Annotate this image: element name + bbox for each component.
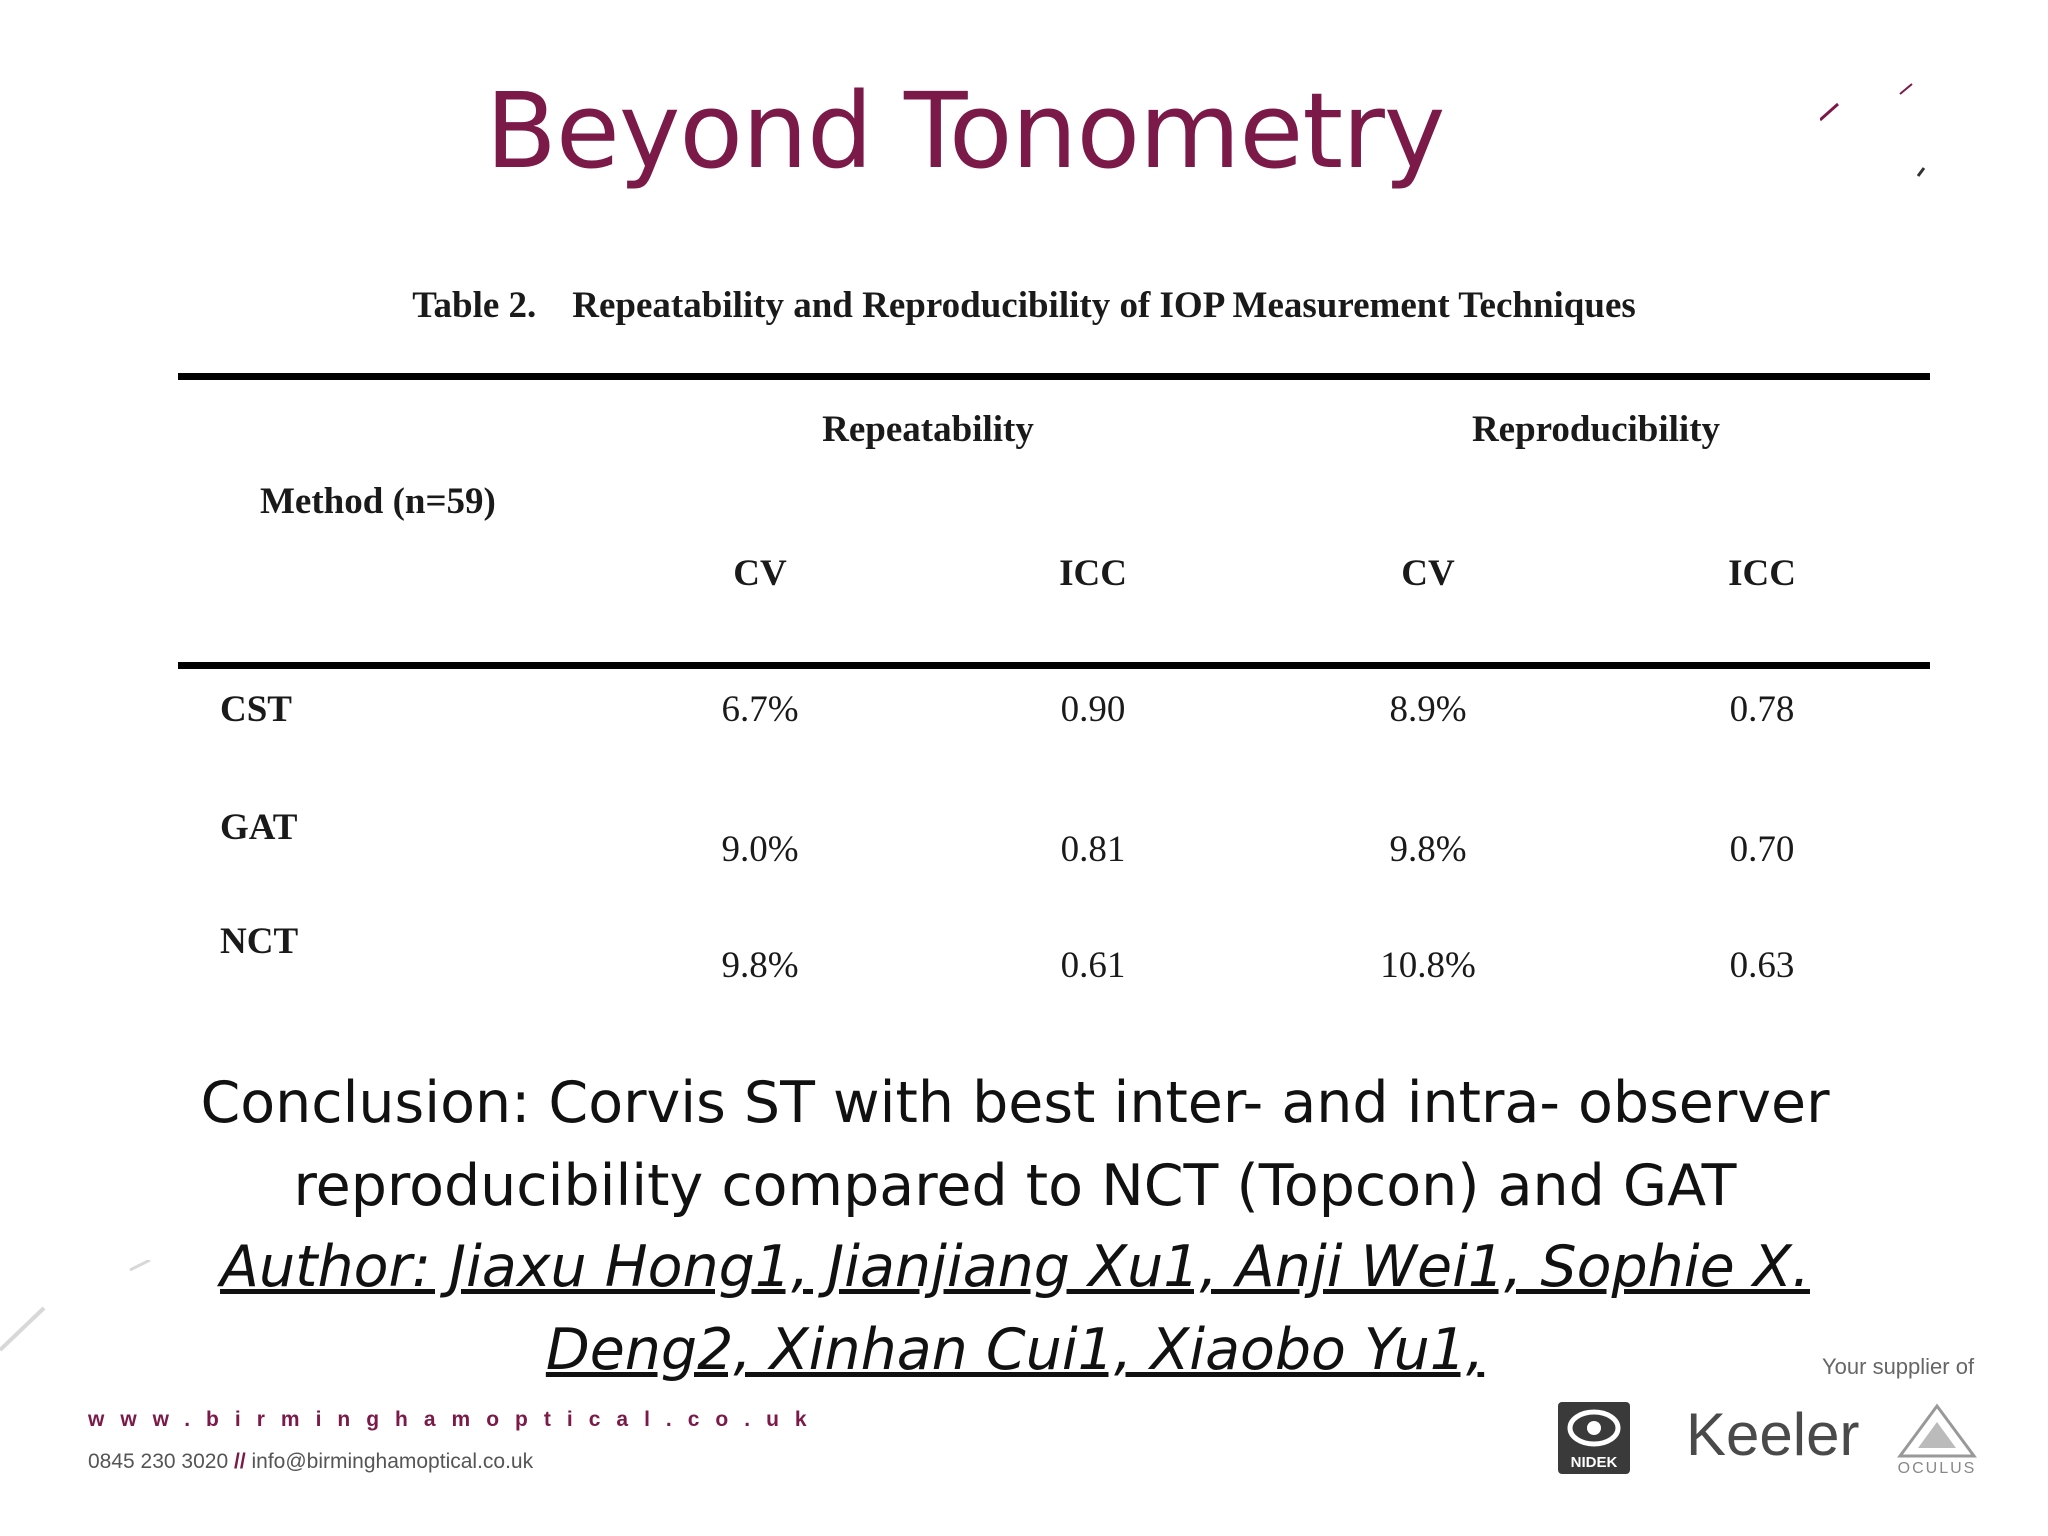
email-link[interactable]: info@birminghamoptical.co.uk [251, 1450, 534, 1473]
author-line-1: Author: Jiaxu Hong1, Jianjiang Xu1, Anji Wei1, Sophie X. [220, 1234, 1810, 1300]
contact-separator: // [233, 1450, 246, 1473]
cell-gat-rep-icc: 0.81 [1060, 829, 1126, 870]
repeatability-header: Repeatability [822, 409, 1034, 450]
subheader-reproducibility-cv: CV [1401, 553, 1455, 594]
table-caption-number: Table 2. [412, 285, 537, 326]
cell-nct-rep-cv: 9.8% [721, 945, 799, 986]
conclusion-line-2: reproducibility compared to NCT (Topcon) and GAT [293, 1153, 1737, 1219]
nidek-eye-icon [1558, 1402, 1630, 1454]
nidek-logo-text: NIDEK [1570, 1454, 1618, 1471]
table-header-rule [178, 662, 1930, 669]
cell-gat-repro-icc: 0.70 [1729, 829, 1795, 870]
slide-title: Beyond Tonometry [485, 70, 1445, 192]
row-method-cst: CST [220, 689, 292, 730]
oculus-triangle-icon [1890, 1402, 1984, 1460]
method-header: Method (n=59) [260, 481, 496, 522]
decorative-swoosh-top-right [1820, 80, 1940, 190]
table-caption-text: Repeatability and Reproducibility of IOP Measurement Techniques [572, 285, 1636, 326]
cell-cst-repro-icc: 0.78 [1729, 689, 1795, 730]
cell-cst-rep-cv: 6.7% [721, 689, 799, 730]
subheader-repeatability-cv: CV [733, 553, 787, 594]
cell-gat-repro-cv: 9.8% [1389, 829, 1467, 870]
conclusion-line-1: Conclusion: Corvis ST with best inter- and intra- observer [200, 1070, 1830, 1136]
cell-cst-repro-cv: 8.9% [1389, 689, 1467, 730]
supplier-label: Your supplier of [1822, 1354, 1975, 1379]
phone-number: 0845 230 3020 [88, 1450, 229, 1473]
subheader-reproducibility-icc: ICC [1728, 553, 1796, 594]
table-caption [0, 284, 2048, 327]
oculus-logo [1890, 1402, 1984, 1478]
cell-gat-rep-cv: 9.0% [721, 829, 799, 870]
cell-nct-repro-cv: 10.8% [1380, 945, 1476, 986]
row-method-nct: NCT [220, 921, 299, 962]
author-credits [110, 1226, 1920, 1392]
subheader-repeatability-icc: ICC [1059, 553, 1127, 594]
conclusion-text [110, 1062, 1920, 1228]
contact-info [88, 1450, 533, 1474]
row-method-gat: GAT [220, 807, 298, 848]
website-link[interactable]: www.birminghamoptical.co.uk [88, 1408, 823, 1431]
cell-nct-repro-icc: 0.63 [1729, 945, 1795, 986]
cell-nct-rep-icc: 0.61 [1060, 945, 1126, 986]
oculus-logo-text: OCULUS [1897, 1460, 1977, 1477]
author-line-2: Deng2, Xinhan Cui1, Xiaobo Yu1, [545, 1317, 1485, 1383]
keeler-logo: Keeler [1686, 1401, 1860, 1468]
reproducibility-header: Reproducibility [1471, 409, 1721, 450]
nidek-logo [1558, 1402, 1630, 1474]
table-top-rule [178, 373, 1930, 380]
cell-cst-rep-icc: 0.90 [1060, 689, 1126, 730]
